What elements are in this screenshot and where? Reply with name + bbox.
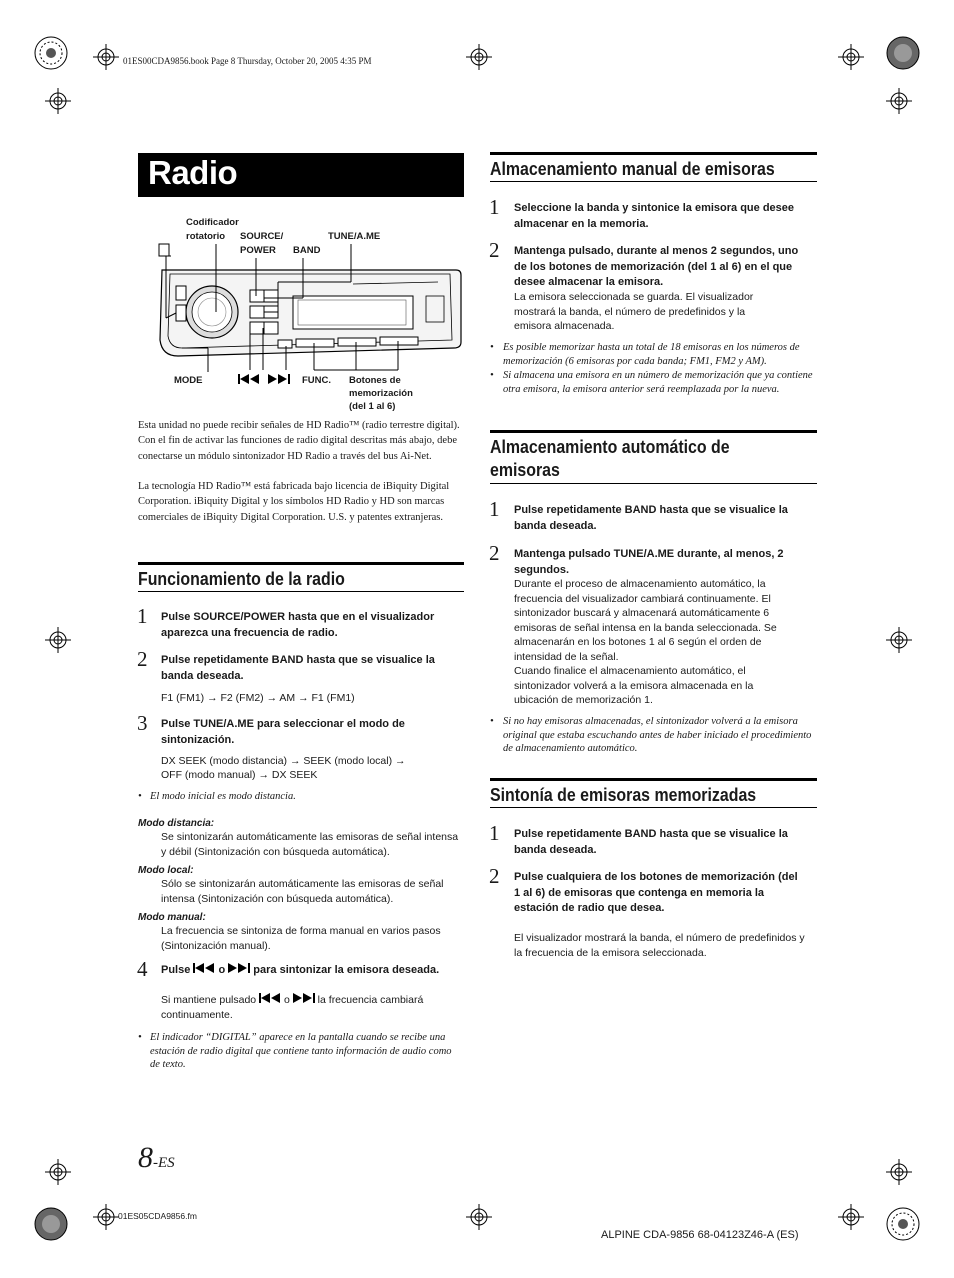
radio-faceplate (138, 212, 468, 418)
auto-step-1: Pulse repetidamente BAND hasta que se visualice la banda deseada. (514, 504, 788, 532)
section-automatico (490, 430, 817, 484)
sintonia-step-2-sub: El visualizador mostrará la banda, el número de predefinidos y la frecuencia de la emisora seleccionada. (514, 932, 805, 959)
section-funcionamiento (138, 562, 464, 592)
step-number: 2 (489, 541, 500, 565)
registration-mark-icon (34, 36, 68, 70)
step-number: 1 (137, 604, 148, 628)
func-step-4-sub: Si mantiene pulsado o la frecuencia cambiará continuamente. (161, 994, 424, 1021)
footer-model: ALPINE CDA-9856 68-04123Z46-A (ES) (601, 1229, 799, 1241)
sintonia-step-1: Pulse repetidamente BAND hasta que se visualice la banda deseada. (514, 828, 788, 856)
step-number: 1 (489, 497, 500, 521)
auto-note: Si no hay emisoras almacenadas, el sintonizador volverá a la emisora original que estaba escuchando antes de haber iniciado el procedimiento de almacenamiento automático. (503, 716, 812, 754)
prev-track-icon (193, 963, 215, 973)
auto-step-2-sub-2: Cuando finalice el almacenamiento automático, el sintonizador volverá a la emisora almacenada en la ubicación de memorización 1. (514, 665, 754, 706)
step-number: 1 (489, 821, 500, 845)
modo-manual-text: La frecuencia se sintoniza de forma manual en varios pasos (Sintonización manual). (161, 925, 441, 952)
modo-local-text: Sólo se sintonizarán automáticamente las emisoras de señal intensa (Sintonización con búsqueda automática). (161, 878, 444, 905)
label-botones-1: Botones de (349, 375, 401, 386)
registration-mark-icon (93, 44, 119, 70)
func-step-1: Pulse SOURCE/POWER hasta que en el visualizador aparezca una frecuencia de radio. (161, 611, 435, 639)
registration-mark-icon (838, 1204, 864, 1230)
registration-mark-icon (886, 1159, 912, 1185)
bullet: • (138, 791, 142, 802)
bullet: • (490, 716, 494, 727)
label-source: SOURCE/ (240, 231, 284, 242)
bullet: • (490, 342, 494, 353)
manual-step-1: Seleccione la banda y sintonice la emisora que desee almacenar en la memoria. (514, 202, 795, 230)
footer-file: 01ES05CDA9856.fm (118, 1211, 197, 1221)
step-number: 2 (137, 647, 148, 671)
step-number: 2 (489, 864, 500, 888)
section-title-line2: emisoras (490, 459, 560, 480)
manual-step-2-sub: La emisora seleccionada se guarda. El visualizador mostrará la banda, el número de predefinidos y la emisora almacenada. (514, 291, 754, 332)
section-title: Almacenamiento manual de emisoras (490, 158, 775, 179)
next-track-icon (293, 993, 315, 1003)
modo-distancia-title: Modo distancia: (138, 818, 215, 829)
manual-note-1: Es posible memorizar hasta un total de 18 emisoras en los números de memorización (6 emisoras por cada banda; FM1, FM2 y AM). (503, 342, 800, 367)
intro-paragraph-1: Esta unidad no puede recibir señales de HD Radio™ (radio terrestre digital). Con el fin de activar las funciones de radio digital descritas más abajo, debe conectarse un módulo sintonizador HD Radio a través del bus Ai-Net. (138, 420, 460, 462)
page-title: Radio (138, 153, 464, 197)
registration-mark-icon (93, 1204, 119, 1230)
registration-mark-icon (886, 88, 912, 114)
registration-mark-icon (34, 1207, 68, 1241)
section-title: Sintonía de emisoras memorizadas (490, 784, 757, 805)
radio-unit-diagram (138, 212, 468, 418)
page-number: 8-ES (138, 1141, 175, 1174)
step-number: 2 (489, 238, 500, 262)
seek-sequence-1: DX SEEK (modo distancia) → SEEK (modo local) → (161, 755, 406, 767)
label-tune: TUNE/A.ME (328, 231, 381, 242)
func-note-2: El indicador “DIGITAL” aparece en la pantalla cuando se recibe una estación de radio digital que contiene tanto información de audio como de texto. (150, 1032, 452, 1070)
registration-mark-icon (886, 627, 912, 653)
label-func: FUNC. (302, 375, 332, 386)
registration-mark-icon (886, 1207, 920, 1241)
label-mode: MODE (174, 375, 203, 386)
header-file-info: 01ES00CDA9856.book Page 8 Thursday, October 20, 2005 4:35 PM (123, 56, 372, 66)
step-number: 4 (137, 957, 148, 981)
registration-mark-icon (886, 36, 920, 70)
auto-step-2: Mantenga pulsado TUNE/A.ME durante, al menos, 2 segundos. (514, 548, 784, 576)
modo-local-title: Modo local: (138, 865, 194, 876)
bullet: • (490, 370, 494, 381)
manual-note-2: Si almacena una emisora en un número de memorización que ya contiene otra emisora, la emisora anterior será reemplazada por la nueva. (503, 370, 813, 395)
registration-mark-icon (838, 44, 864, 70)
step-number: 1 (489, 195, 500, 219)
bullet: • (138, 1032, 142, 1043)
prev-track-icon (259, 993, 281, 1003)
next-track-icon (268, 374, 290, 384)
func-step-2: Pulse repetidamente BAND hasta que se visualice la banda deseada. (161, 654, 435, 682)
sintonia-step-2: Pulse cualquiera de los botones de memorización (del 1 al 6) de emisoras que contenga en memoria la estación de radio que desea. (514, 871, 798, 914)
label-power: POWER (240, 245, 276, 256)
section-title-line1: Almacenamiento automático de (490, 436, 730, 457)
section-sintonia (490, 778, 817, 808)
section-manual (490, 152, 817, 182)
prev-track-icon (238, 374, 260, 384)
registration-mark-icon (45, 627, 71, 653)
registration-mark-icon (466, 44, 492, 70)
func-step-4: Pulse o para sintonizar la emisora deseada. (161, 964, 440, 976)
registration-mark-icon (45, 88, 71, 114)
auto-step-2-sub-1: Durante el proceso de almacenamiento automático, la frecuencia del visualizador cambiará continuamente. El sintonizador buscará y almacenará automáticamente 6 emisoras de señal intensa en la banda seleccionada. Se almacenarán en los botones 1 al 6 según el orden de intensidad de la señal. (514, 578, 777, 663)
section-title: Funcionamiento de la radio (138, 568, 345, 589)
label-band: BAND (293, 245, 321, 256)
band-sequence: F1 (FM1) → F2 (FM2) → AM → F1 (FM1) (161, 692, 355, 704)
label-botones-2: memorización (349, 388, 413, 399)
func-note-1: El modo inicial es modo distancia. (150, 791, 296, 802)
func-step-3: Pulse TUNE/A.ME para seleccionar el modo de sintonización. (161, 718, 405, 746)
release-icon (159, 244, 171, 256)
registration-mark-icon (45, 1159, 71, 1185)
seek-sequence-2: OFF (modo manual) → DX SEEK (161, 769, 318, 781)
modo-manual-title: Modo manual: (138, 912, 206, 923)
step-number: 3 (137, 711, 148, 735)
registration-mark-icon (466, 1204, 492, 1230)
intro-paragraph-2: La tecnología HD Radio™ está fabricada bajo licencia de iBiquity Digital Corporation. iBiquity Digital y los símbolos HD Radio y HD son marcas comerciales de iBiquity Digital Corporation. U.S. y patentes extranjeras. (138, 481, 450, 523)
modo-distancia-text: Se sintonizarán automáticamente las emisoras de señal intensa y débil (Sintonización con búsqueda automática). (161, 831, 459, 858)
next-track-icon (228, 963, 250, 973)
label-rotatorio: rotatorio (186, 231, 226, 242)
label-botones-3: (del 1 al 6) (349, 401, 396, 412)
label-codificador: Codificador (186, 217, 239, 228)
manual-step-2: Mantenga pulsado, durante al menos 2 segundos, uno de los botones de memorización (del 1 al 6) en el que desee almacenar la emisora. (514, 245, 799, 288)
